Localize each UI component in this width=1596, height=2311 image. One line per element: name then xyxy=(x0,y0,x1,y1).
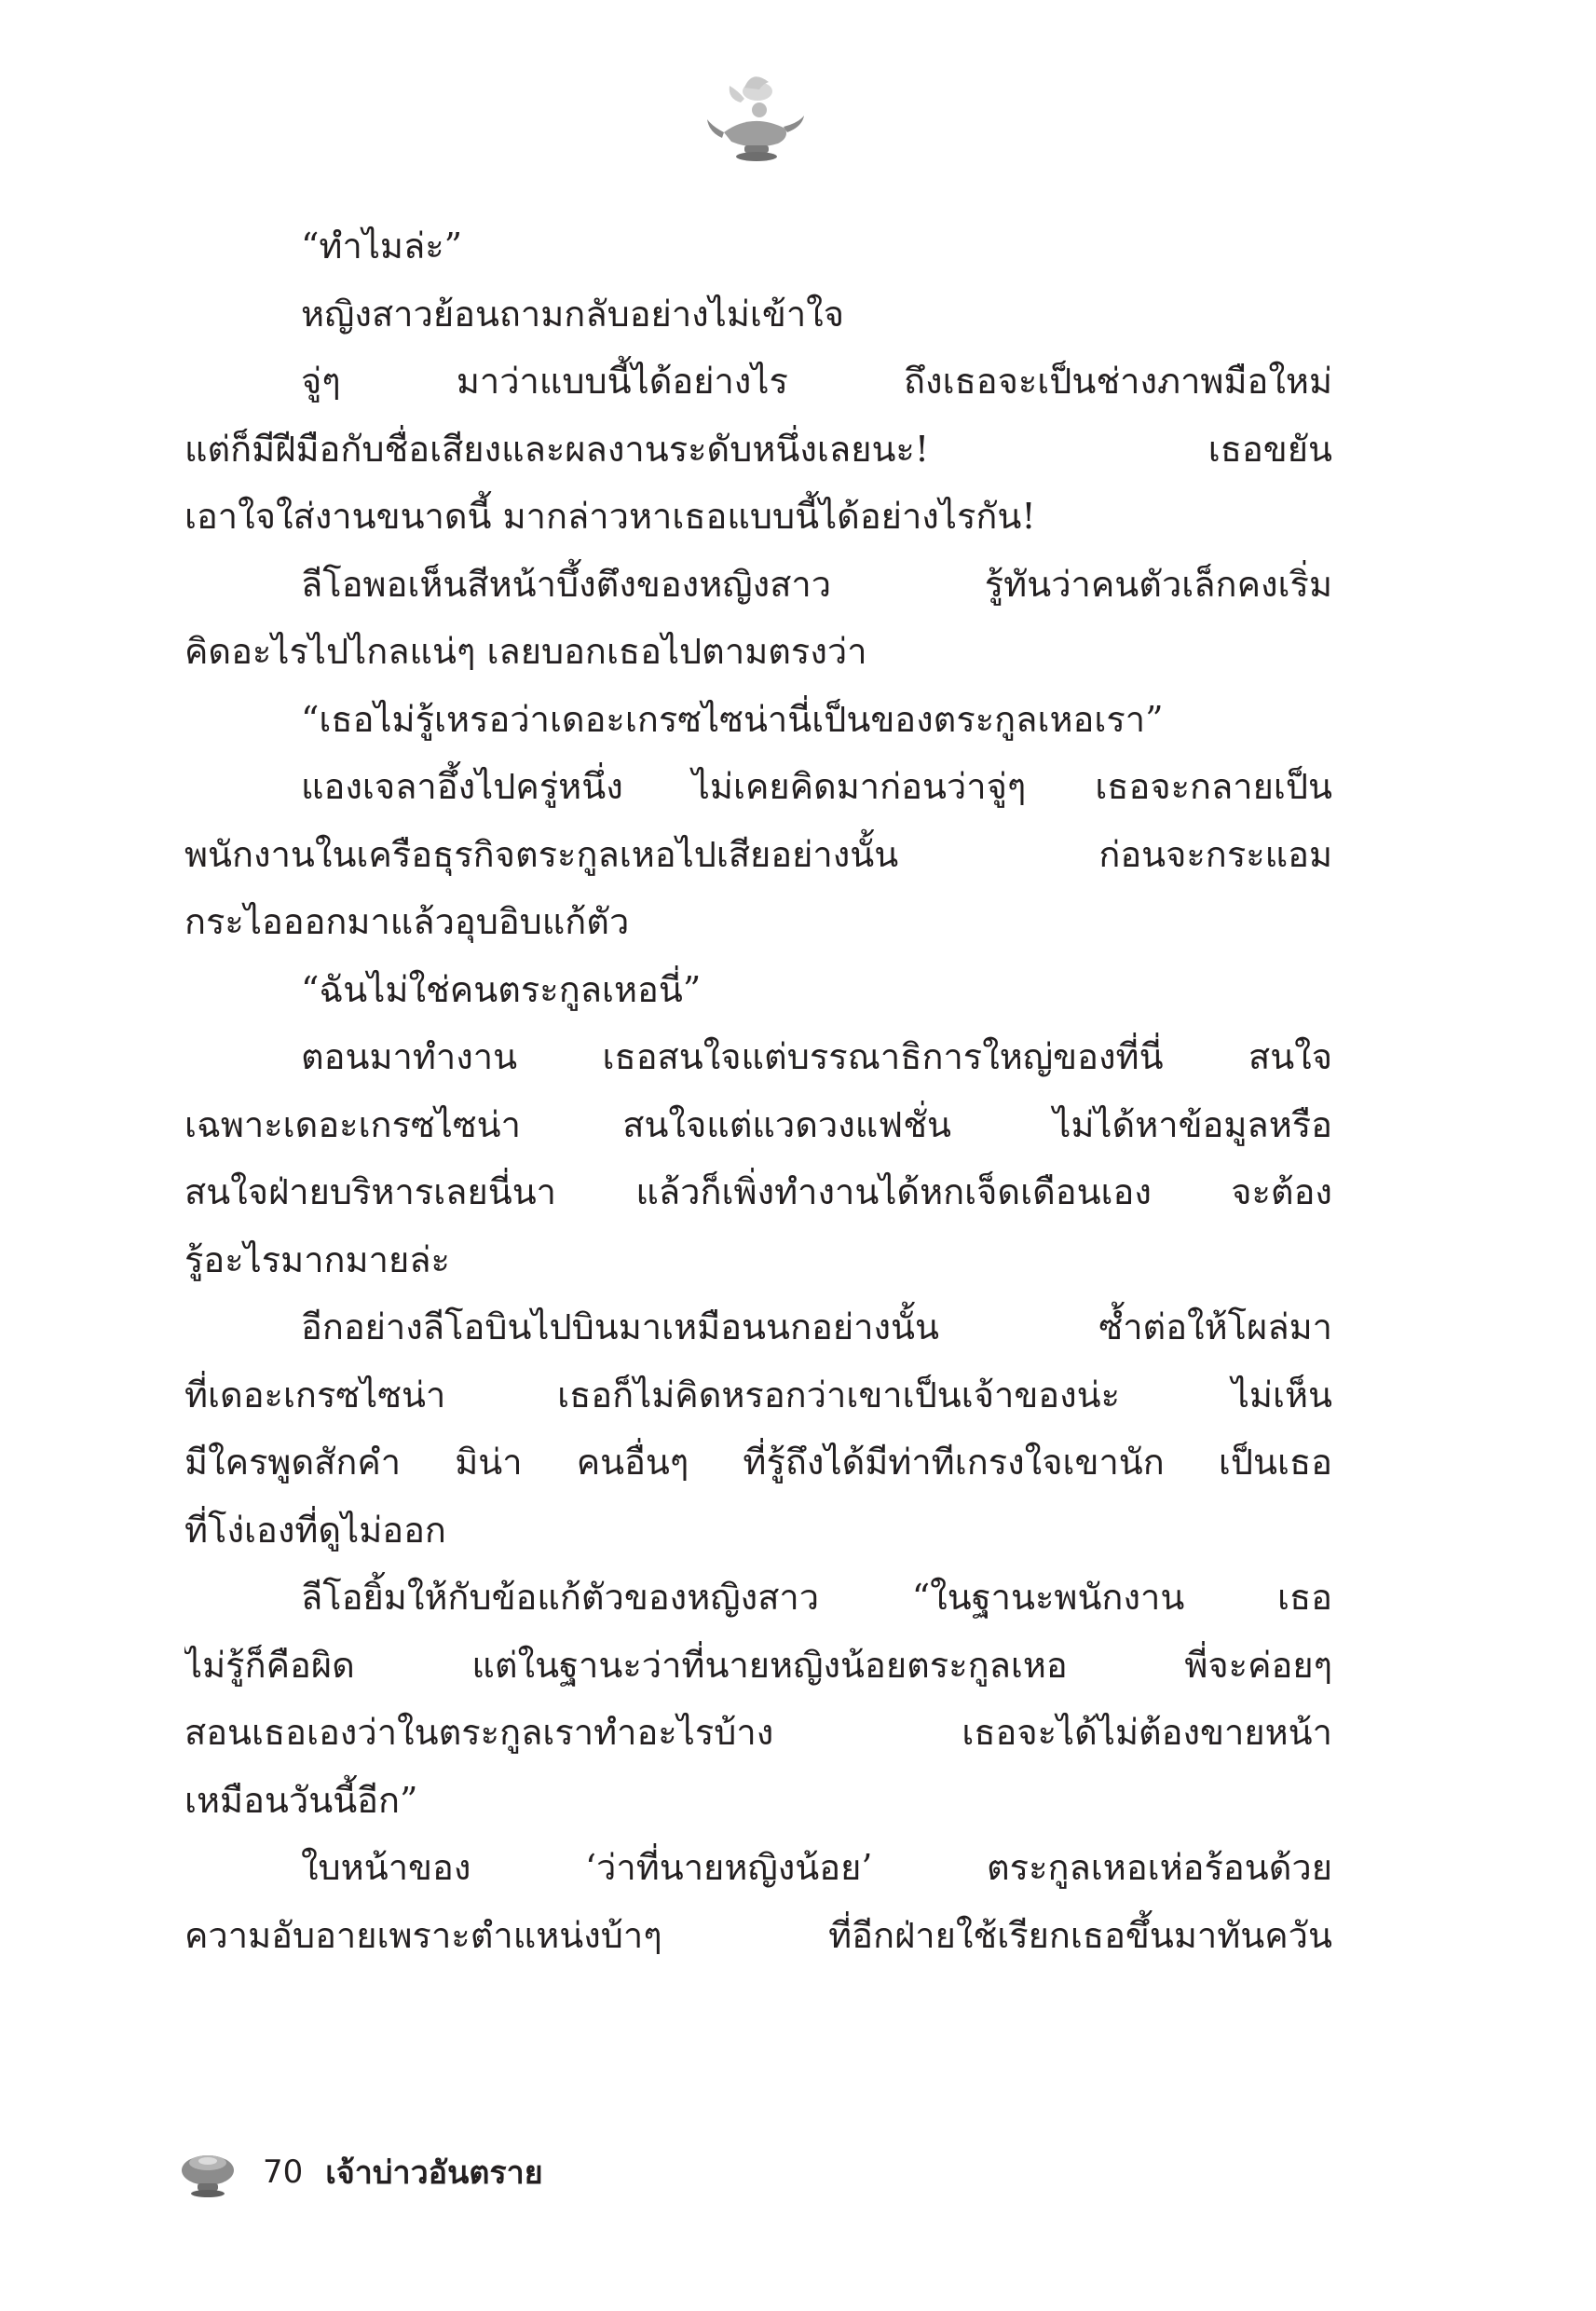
text-line: รู้อะไรมากมายล่ะ xyxy=(184,1238,450,1280)
text-line: ที่เดอะเกรซไซน่า เธอก็ไม่คิดหรอกว่าเขาเป็นเจ้าของน่ะ ไม่เห็น xyxy=(184,1374,1332,1415)
text-line: ลีโอยิ้มให้กับข้อแก้ตัวของหญิงสาว “ในฐานะพนักงาน เธอ xyxy=(301,1577,1332,1618)
text-line: “เธอไม่รู้เหรอว่าเดอะเกรซไซน่านี่เป็นของตระกูลเหอเรา” xyxy=(301,698,1164,740)
book-title: เจ้าบ่าวอันตราย xyxy=(325,2154,543,2192)
text-line: ไม่รู้ก็คือผิด แต่ในฐานะว่าที่นายหญิงน้อยตระกูลเหอ พี่จะค่อยๆ xyxy=(184,1644,1332,1686)
text-line: หญิงสาวย้อนถามกลับอย่างไม่เข้าใจ xyxy=(301,293,844,335)
text-line: พนักงานในเครือธุรกิจตระกูลเหอไปเสียอย่างนั้น ก่อนจะกระแอม xyxy=(184,833,1332,875)
text-line: เอาใจใส่งานขนาดนี้ มากล่าวหาเธอแบบนี้ได้อย่างไรกัน! xyxy=(184,496,1036,537)
text-line: ที่โง่เองที่ดูไม่ออก xyxy=(184,1509,446,1551)
text-line: แต่ก็มีฝีมือกับชื่อเสียงและผลงานระดับหนึ่งเลยนะ! เธอขยัน xyxy=(184,428,1332,470)
text-line: ใบหน้าของ ‘ว่าที่นายหญิงน้อย’ ตระกูลเหอเห่อร้อนด้วย xyxy=(301,1847,1332,1888)
text-line: ตอนมาทำงาน เธอสนใจแต่บรรณาธิการใหญ่ของที่นี่ สนใจ xyxy=(301,1036,1332,1077)
text-line: เหมือนวันนี้อีก” xyxy=(184,1779,418,1821)
body-text xyxy=(184,212,1332,1969)
text-line: สนใจฝ่ายบริหารเลยนี่นา แล้วก็เพิ่งทำงานได้หกเจ็ดเดือนเอง จะต้อง xyxy=(184,1171,1332,1212)
magic-lamp-icon xyxy=(175,2144,240,2200)
text-line: แองเจลาอึ้งไปครู่หนึ่ง ไม่เคยคิดมาก่อนว่าจู่ๆ เธอจะกลายเป็น xyxy=(301,766,1332,807)
text-line: อีกอย่างลีโอบินไปบินมาเหมือนนกอย่างนั้น ซ้ำต่อให้โผล่มา xyxy=(301,1306,1332,1347)
text-line: คิดอะไรไปไกลแน่ๆ เลยบอกเธอไปตามตรงว่า xyxy=(184,631,867,672)
text-line: กระไอออกมาแล้วอุบอิบแก้ตัว xyxy=(184,901,630,942)
text-line: “ทำไมล่ะ” xyxy=(301,226,463,267)
page-footer xyxy=(175,2140,543,2205)
text-line: “ฉันไม่ใช่คนตระกูลเหอนี่” xyxy=(301,968,702,1010)
text-line: ความอับอายเพราะตำแหน่งบ้าๆ ที่อีกฝ่ายใช้เรียกเธอขึ้นมาทันควัน xyxy=(184,1914,1332,1956)
text-line: จู่ๆ มาว่าแบบนี้ได้อย่างไร ถึงเธอจะเป็นช่างภาพมือใหม่ xyxy=(301,361,1332,402)
text-line: สอนเธอเองว่าในตระกูลเราทำอะไรบ้าง เธอจะได้ไม่ต้องขายหน้า xyxy=(184,1712,1332,1753)
text-line: ลีโอพอเห็นสีหน้าบึ้งตึงของหญิงสาว รู้ทันว่าคนตัวเล็กคงเริ่ม xyxy=(301,563,1332,605)
text-line: มีใครพูดสักคำ มิน่า คนอื่นๆ ที่รู้ถึงได้มีท่าทีเกรงใจเขานัก เป็นเธอ xyxy=(184,1442,1332,1483)
page-number: 70 xyxy=(263,2154,304,2191)
text-line: เฉพาะเดอะเกรซไซน่า สนใจแต่แวดวงแฟชั่น ไม่ได้หาข้อมูลหรือ xyxy=(184,1103,1332,1145)
magic-lamp-icon xyxy=(703,65,806,168)
